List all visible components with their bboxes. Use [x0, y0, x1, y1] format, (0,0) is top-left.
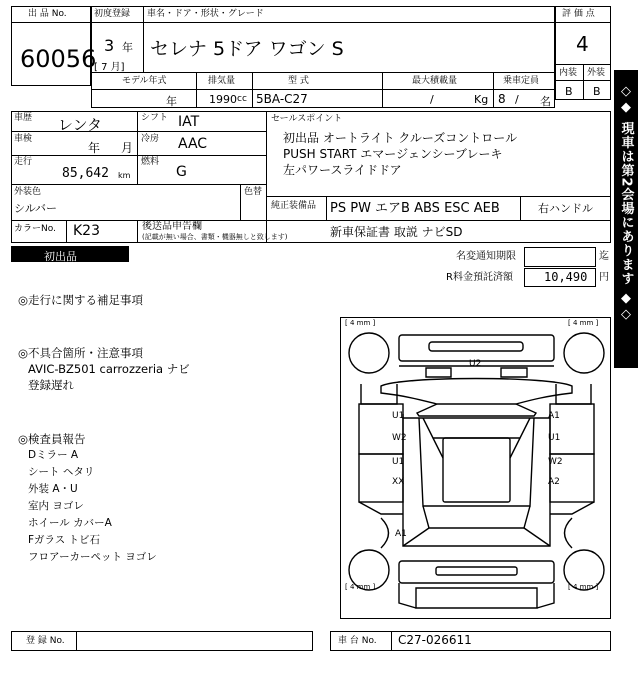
- displacement-unit: cc: [237, 94, 247, 104]
- tire-tread-rear-left: [ 4 mm ]: [345, 583, 376, 591]
- mark-left-rear-door-1: U1: [392, 457, 405, 467]
- score-label: 評 価 点: [562, 9, 595, 19]
- mark-right-rear-door-1: W2: [548, 457, 563, 467]
- color-change-label: 色替: [244, 187, 263, 197]
- tire-tread-rear-right: [ 4 mm ]: [568, 583, 599, 591]
- model-year-label: モデル年式: [122, 76, 167, 86]
- ac: AAC: [178, 136, 208, 152]
- sales-point-3: 左パワースライドドア: [283, 163, 402, 177]
- car-name-label: 車名・ドア・形状・グレード: [147, 9, 264, 19]
- first-registration-label: 初度登録: [94, 9, 131, 19]
- inspector-item: Fガラス トビ石: [28, 534, 101, 546]
- shift: IAT: [178, 114, 200, 130]
- defects-title: ◎不具合箇所・注意事項: [18, 346, 144, 360]
- venue-notice-sidebar: [614, 70, 638, 368]
- mark-right-rear-door-2: A2: [548, 477, 560, 487]
- wheel-front-right: [564, 333, 604, 373]
- lot-number-label: 出 品 No.: [28, 9, 67, 19]
- capacity-label: 乗車定員: [503, 76, 540, 86]
- venue-notice-text: ◇◆ 現車は第2会場にあります ◆◇: [618, 84, 634, 324]
- defect-item: AVIC-BZ501 carrozzeria ナビ: [28, 362, 190, 376]
- exterior-color-label: 外装色: [14, 187, 42, 197]
- inspector-item: 室内 ヨゴレ: [28, 500, 84, 512]
- first-listing-text: 初出品: [44, 250, 77, 263]
- mileage-label: 走行: [14, 157, 33, 167]
- displacement: 1990: [209, 93, 237, 106]
- chassis-number: C27-026611: [398, 633, 472, 647]
- displacement-label: 排気量: [208, 76, 236, 86]
- inspector-item: ホイール カバーA: [28, 517, 112, 529]
- driving-notes-title: ◎走行に関する補足事項: [18, 293, 144, 307]
- inspector-title: ◎検査員報告: [18, 432, 86, 446]
- defect-item: 登録遅れ: [28, 378, 74, 392]
- model-year-unit: 年: [166, 95, 177, 108]
- recycle-fee-unit: 円: [599, 272, 609, 283]
- post-docs-note: (記載が無い場合、書類・機器無しと致します): [142, 233, 288, 241]
- model-code-label: 型 式: [288, 76, 309, 86]
- inspection-year-unit: 年: [88, 141, 101, 155]
- body-outline: [381, 379, 572, 405]
- fuel-label: 燃料: [141, 157, 160, 167]
- recycle-fee-amount: 10,490: [544, 270, 588, 284]
- sales-point-1: 初出品 オートライト クルーズコントロール: [283, 131, 518, 145]
- equipment: PS PW エアB ABS ESC AEB: [330, 201, 500, 216]
- mark-left-rear-quarter: A1: [395, 529, 407, 539]
- tire-tread-front-left: [ 4 mm ]: [345, 319, 376, 327]
- chassis-number-label: 車 台 No.: [338, 636, 377, 646]
- capacity-unit: 名: [540, 95, 551, 108]
- mileage-unit: km: [118, 171, 131, 180]
- post-docs-label: 後送品申告欄: [142, 221, 202, 232]
- recycle-fee-label: R料金預託済額: [446, 272, 513, 283]
- interior-grade-label: 内装: [559, 68, 578, 78]
- name-change-deadline-label: 名変通知期限: [456, 251, 516, 262]
- inspection-label: 車検: [14, 134, 33, 144]
- inspector-item: Dミラー A: [28, 449, 79, 461]
- registration-number-label: 登 録 No.: [26, 636, 65, 646]
- inspector-item: 外装 A・U: [28, 483, 78, 495]
- name-change-deadline-box: [524, 247, 596, 267]
- first-registration-month: [ 7 月]: [94, 62, 125, 73]
- score: 4: [576, 32, 589, 56]
- sales-point-2: PUSH START エマージェンシーブレーキ: [283, 147, 503, 161]
- first-registration-year-unit: 年: [122, 41, 133, 54]
- capacity-slash: /: [515, 93, 519, 106]
- exterior-grade-label: 外装: [587, 68, 606, 78]
- shift-label: シフト: [141, 113, 169, 123]
- mark-right-front-door-2: U1: [548, 433, 561, 443]
- mark-left-rear-door-2: XX: [392, 477, 405, 487]
- inspector-item: シート ヘタリ: [28, 466, 95, 478]
- history-label: 車歴: [14, 113, 33, 123]
- model-code: 5BA-C27: [256, 92, 308, 106]
- name-change-deadline-unit: 迄: [599, 251, 609, 262]
- inspection-month-unit: 月: [121, 141, 134, 155]
- roof: [443, 438, 510, 502]
- sales-points-label: セールスポイント: [271, 114, 343, 124]
- history: レンタ: [58, 116, 103, 134]
- warranty: 新車保証書 取説 ナビSD: [330, 225, 463, 239]
- rear-bumper: [399, 561, 554, 583]
- steering: 右ハンドル: [538, 202, 593, 215]
- tire-tread-front-right: [ 4 mm ]: [568, 319, 599, 327]
- exterior-color: シルバー: [14, 202, 57, 215]
- fuel: G: [176, 164, 187, 180]
- car-name: セレナ 5ドア ワゴン S: [150, 38, 344, 60]
- color-no: K23: [73, 223, 100, 239]
- max-load-label: 最大積載量: [412, 76, 458, 86]
- mark-hood: U2: [469, 359, 482, 369]
- wheel-front-left: [349, 333, 389, 373]
- interior-grade: B: [565, 85, 573, 98]
- mark-left-front-door-1: U1: [392, 411, 405, 421]
- mark-left-front-door-2: W2: [392, 433, 407, 443]
- mileage: 85,642: [62, 166, 109, 181]
- equipment-label: 純正装備品: [271, 201, 317, 211]
- max-load-unit: Kg: [474, 93, 489, 106]
- max-load-slash: /: [430, 93, 434, 106]
- front-bumper: [399, 335, 554, 361]
- lot-number: 60056: [20, 45, 97, 73]
- ac-label: 冷房: [141, 134, 160, 144]
- color-no-label: カラーNo.: [14, 224, 56, 234]
- capacity: 8: [498, 92, 506, 106]
- inspector-item: フロアーカーペット ヨゴレ: [28, 551, 157, 563]
- exterior-grade: B: [593, 85, 601, 98]
- first-registration-year: 3: [104, 36, 115, 55]
- mark-right-front-door-1: A1: [548, 411, 560, 421]
